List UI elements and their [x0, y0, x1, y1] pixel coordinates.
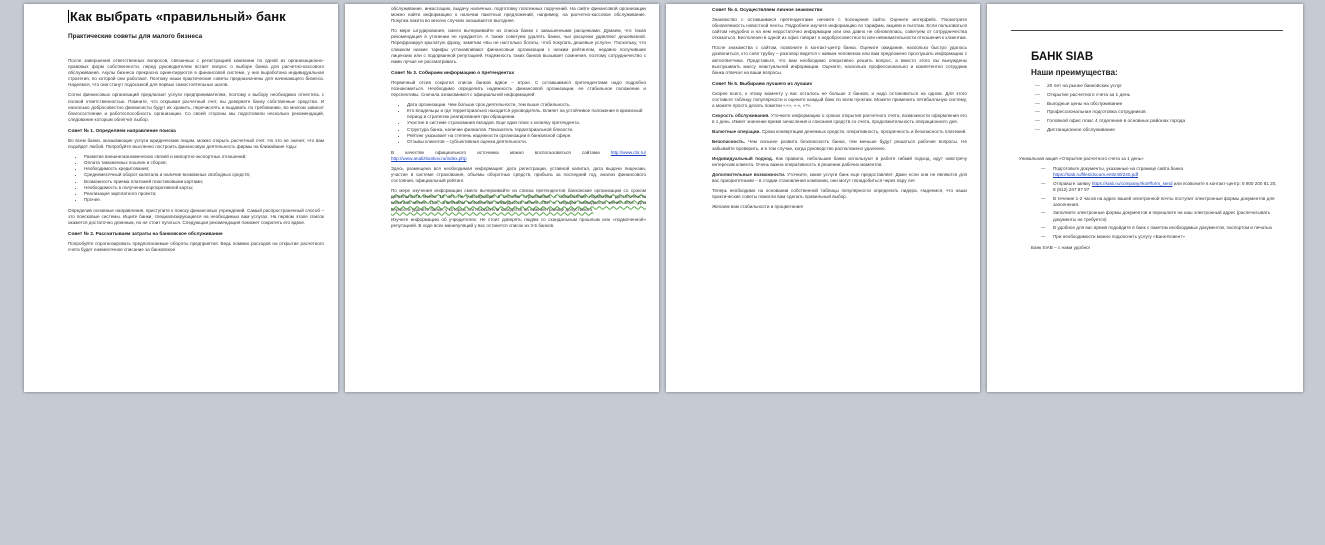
document-page-4[interactable]: [987, 4, 1303, 392]
list-item: • Развитие внешнеэкономических связей и импортно-экспортных отношений;: [84, 154, 324, 160]
list-item: — 20 лет на рынке банковских услуг: [1047, 83, 1291, 92]
section-heading: Совет № 5. Выбираем лучшего из лучших: [712, 81, 813, 87]
analizbankov-link[interactable]: http://www.analizbankov.ru/index.php: [391, 155, 467, 161]
grammar-flagged-paragraph: По мере изучения информации смело вычеркивайте из списка претендентов банковские организации со сроком деятельности менее 10 лет, не участвующие в системе страхования, с показателем норматива достаточности капитала менее 11%, значением мгновенной ликвидности менее 20% и текущей ликвидности менее 50%. Для верности удалите банки, у которых эти показатели находятся на нижней границе допустимого.: [391, 188, 646, 212]
document-page-1[interactable]: [24, 4, 338, 392]
list-item: • Кто владельцы и где территориально находится руководитель. Влияет на устойчивое положение в кризисный период и стратегию реагирования при обращении.: [407, 108, 646, 120]
paragraph-text: В качестве официального источника можно воспользоваться сайтами: [391, 149, 611, 155]
term: Дополнительные возможности.: [712, 171, 786, 177]
term: Индивидуальный подход.: [712, 155, 774, 161]
document-page-3[interactable]: [666, 4, 980, 392]
paragraph-text: Уточните информацию о сроках открытия расчетного счета, возможности оформления его в 1 день. Имеет значение время зачисления и списания средств со счета, продолжительность операционного дня.: [712, 113, 967, 125]
paragraph: Во всем банки, оказывающие услуги юридическим лицам, можно открыть расчетный счет. Но это не значит, что вам подойдет любой. Попробуйте мысленно построить финансовую деятельность фирмы на ближайшие годы:: [68, 137, 324, 150]
documents-pdf-link[interactable]: https://siab.ru/files/docum.ents/40/240.pdf: [1053, 172, 1139, 178]
phone-number: 8 (812) 247 87 97: [1053, 187, 1090, 193]
bullet-list: [391, 102, 646, 145]
list-item: • Оплата таможенных пошлин и сборов;: [84, 160, 324, 166]
list-item: • Реализация зарплатного проекта;: [84, 191, 324, 197]
list-item: • Необходимость в получении корпоративной карты;: [84, 185, 324, 191]
list-item: [1053, 166, 1291, 179]
list-item: — Дистанционное обслуживание: [1047, 127, 1291, 136]
paragraph: Определив основные направления, приступите к поиску финансовых учреждений. Самый распространенный способ – это поисковые системы. Ищите банки, специализирующиеся на необходимых вам услугах. На первом этапе список окажется достаточно длинным, но не стоит пугаться. Следующая рекомендация поможет сократить его вдвое.: [68, 207, 324, 226]
step-text: Отправьте заявку: [1053, 180, 1092, 186]
term: Валютные операции.: [712, 129, 761, 135]
paragraph: Скорее всего, к этому моменту у вас осталось не больше 3 банков, и надо остановиться на одном. Для этого составьте таблицу популярности и оцените каждый банк по всем пунктам. Можете применить пятибалльную систему, а можете просто делать пометки «+», «-», «?».: [712, 90, 967, 109]
document-title: Как выбрать «правильный» банк: [68, 9, 324, 25]
section-heading: Совет № 1. Определяем направление поиска: [68, 128, 176, 134]
list-item: — Профессиональная подготовка сотрудников: [1047, 109, 1291, 118]
paragraph: [712, 129, 967, 135]
list-item: • Отзывы клиентов – субъективная оценка деятельности.: [407, 139, 646, 145]
paragraph: [712, 113, 967, 125]
paragraph: Первичный отсев сократил список банков вдвое – втрое. С оставшимися претендентами надо подробно познакомиться. Необходимо определить надежность финансовой организации, ее стабильное положение и перспективы. Сначала ознакомимся с официальной информацией:: [391, 79, 646, 98]
list-item: • Необходимость кредитования;: [84, 166, 324, 172]
term: Скорость обслуживания.: [712, 113, 770, 119]
advantages-list: [1031, 83, 1291, 136]
list-item: [1053, 181, 1291, 194]
list-item: — В удобное для вас время подойдите в банк с пакетом необходимых документов, паспортом и печатью: [1053, 225, 1291, 231]
paragraph: Теперь необходимо на основании собственной таблицы популярности определить лидера. Надеемся, что наши практические советы помогли вам сделать правильный выбор.: [712, 187, 967, 200]
list-item: — В течение 1-2 часов на адрес вашей электронной почты поступит электронные формы документов для заполнения.: [1053, 196, 1291, 209]
paragraph-text: Сроки конвертации денежных средств, оперативность, прозрачность и безопасность платежей.: [760, 129, 967, 135]
section-heading: Совет № 2. Рассчитываем затраты на банковское обслуживание: [68, 232, 223, 238]
paragraph: Знакомство с оставшимися претендентами начните с посещения сайта. Оцените интерфейс. Посмотрите обновляемость новостной ленты. Подробнее изучите информацию по тарифам, акциям и льготам. Если пользоваться сайтом неудобно и на нем недостаточно информации или она давно не обновлялась, советуем от сотрудничества отказаться. Бесполезен в одной из офис говорит о недобросовестности или невнимательности отношения к клиентам.: [712, 17, 967, 41]
unique-offer-heading: Уникальная акция «Открытие расчетного счета за 1 день»: [1019, 155, 1144, 161]
paragraph: По мере штудирования, смело вычеркивайте из списка банки с завышенными расценками. Думаем, что такая рекомендация в утонении не нуждается. А также советуем удалять банки, чьи расценки удивляют дешевизной. Перефразируя крылатую фразу, заметим «Бы не настолько богаты, чтоб покупать дешевые услуги». Поскольку, что слишком низкие тарифы устанавливают финансовые организации с низким рейтингом, недавно получившие лицензию или с подорванной репутацией. Надежность таких банков вызывает сомнения, поэтому сотрудничество с ними лучше не рассматривать.: [391, 28, 646, 64]
document-subtitle: Практические советы для малого бизнеса: [68, 33, 203, 40]
paragraph: [712, 172, 967, 184]
list-item: • Прочее.: [84, 197, 324, 203]
bullet-list: [68, 154, 324, 203]
list-item: • Среднемесячный оборот капитала и наличие возможных свободных средств;: [84, 172, 324, 178]
paragraph: [712, 139, 967, 151]
slogan: Банк SIAB – с нами удобно!: [1031, 244, 1091, 250]
list-item: — Заполните электронные формы документов и перешлите на наш электронный адрес (распечатывать документы не требуется): [1053, 210, 1291, 223]
list-item: • Возможность приема платежей пластиковыми картами;: [84, 179, 324, 185]
step-text: Подготовьте документы, указанные на странице сайта банка: [1053, 165, 1183, 171]
list-item: • Дата организации. Чем больше срок деятельности, тем выше стабильность.: [407, 102, 646, 108]
advantages-heading: Наши преимущества:: [1031, 68, 1118, 77]
section-heading: Совет № 3. Собираем информацию о претендентах: [391, 70, 515, 76]
list-item: • Рейтинг указывает на степень надежности организации в банковской сфере.: [407, 133, 646, 139]
paragraph: После завершения ответственных вопросов, связанных с регистрацией компании по одной из организационно-правовых форм собственности, перед руководителем встает вопрос о выборе банка для расчетно-кассового обслуживания. Акулы бизнеса прекрасно ориентируются в финансовой системе, у них выработана индивидуальная стратегия, по которой они работают. Поэтому наши практические советы предназначены для начинающего бизнеса. Надеемся, что они станут подсказкой для первых самостоятельных шагов.: [68, 58, 324, 88]
document-page-2[interactable]: [345, 4, 659, 392]
paragraph: [712, 156, 967, 168]
paragraph-text: Как правило, небольшие банки используют в работе гибкий подход, идут навстречу интересам клиента. Очень важна оперативность в решении рабочих моментов.: [712, 155, 967, 167]
step-text: или позвоните в контакт-центр: 8 800 200 81 20,: [1172, 180, 1277, 186]
list-item: — При необходимости можно подключить услугу «Банк-Клиент»: [1053, 234, 1291, 240]
paragraph: обслуживание, инкассацию, выдачу наличных, подготовку платежных поручений. На сайте финансовой организации можно найти информацию о наличии пакетных предложений, например, на расчетно-кассовое обслуживание. Покупка пакета во многих случаях оказывается выгоднее.: [391, 6, 646, 24]
paragraph-text: Чем сильнее развита безопасность банка, тем меньше будут решаться рабочие вопросы. Не забывайте проверить, и в том случае, когда руководство расположено удаленно.: [712, 139, 967, 151]
list-item: — Открытие расчетного счета за 1 день: [1047, 92, 1291, 101]
paragraph: [391, 150, 646, 162]
section-heading: Совет № 4. Осуществляем личное знакомство: [712, 8, 823, 13]
list-item: • Структура банка, наличие филиалов. Показатель территориальной близости.: [407, 127, 646, 133]
term: Безопасность.: [712, 139, 746, 145]
paragraph: Попробуйте спрогнозировать предполагаемые обороты предприятия. Ведь помимо расходов на открытие расчетного счета будет ежемесячное списание за банковское: [68, 241, 324, 253]
list-item: — Выгодные цены на обслуживание: [1047, 101, 1291, 110]
paragraph: Желаем вам стабильности и процветания!: [712, 204, 804, 210]
list-item: • Участие в системе страхования вкладов. Еще один плюс к копилку претендента.: [407, 120, 646, 126]
paragraph: После знакомства с сайтом, позвоните в контакт-центр банка. Оцените ожидание, насколько быстро удалось дозвониться, кто снял трубку – разговор ведется с живым человеком или вам предложено прослушать информацию с автоответчика. Представьте, что вам необходимо оперативно решить вопрос, а вместо этого вы вынуждены выслушивать массу неактуальной информации. Оцените, насколько профессионально и компетентно сотрудник банка отвечал на ваши вопросы.: [712, 45, 967, 75]
horizontal-rule: [1011, 30, 1283, 31]
paragraph: Здесь размещена вся необходимая информация: дата регистрации, уставной капитал, дата выдачи лицензии, участие в системе страхования, объемы оборотных средств, прибыль за последний год, анализ финансового состояния, официальный рейтинг.: [391, 165, 646, 184]
cbr-link[interactable]: http://www.cbr.ru/: [610, 149, 646, 155]
bank-title: БАНК SIAB: [1031, 51, 1094, 63]
form-send-link[interactable]: https://siab.ru/company/rko/#form_send: [1091, 180, 1173, 186]
paragraph: Сотни финансовых организаций предлагают услуги предпринимателям, поэтому к выбору необходимо отнестись с полной ответственностью. Помните, что открывая расчетный счет, вы доверяете банку собственные средства. И насколько добросовестно финансисты будут их хранить, перечислять и выдавать по требованию, во многом зависит благосостояние и работоспособность организации. Со своей стороны мы подготовили несколько рекомендаций, следование которым облегчит выбор.: [68, 92, 324, 122]
paragraph-text: Уточните, какие услуги банк еще предоставляет. Даже если они не являются для вас приоритетными – в стадии становления компании, они могут понадобиться через пару лет.: [712, 171, 968, 183]
list-item: — Головной офис плюс 4 отделения в основных районах города: [1047, 118, 1291, 127]
paragraph: Изучите информацию об учредителях. Не стоит доверять людям со скандальным прошлым или «подмоченной» репутацией. В ходе всех манипуляций у вас останется список из 3-5 банков.: [391, 216, 646, 228]
steps-list: [1031, 166, 1291, 240]
